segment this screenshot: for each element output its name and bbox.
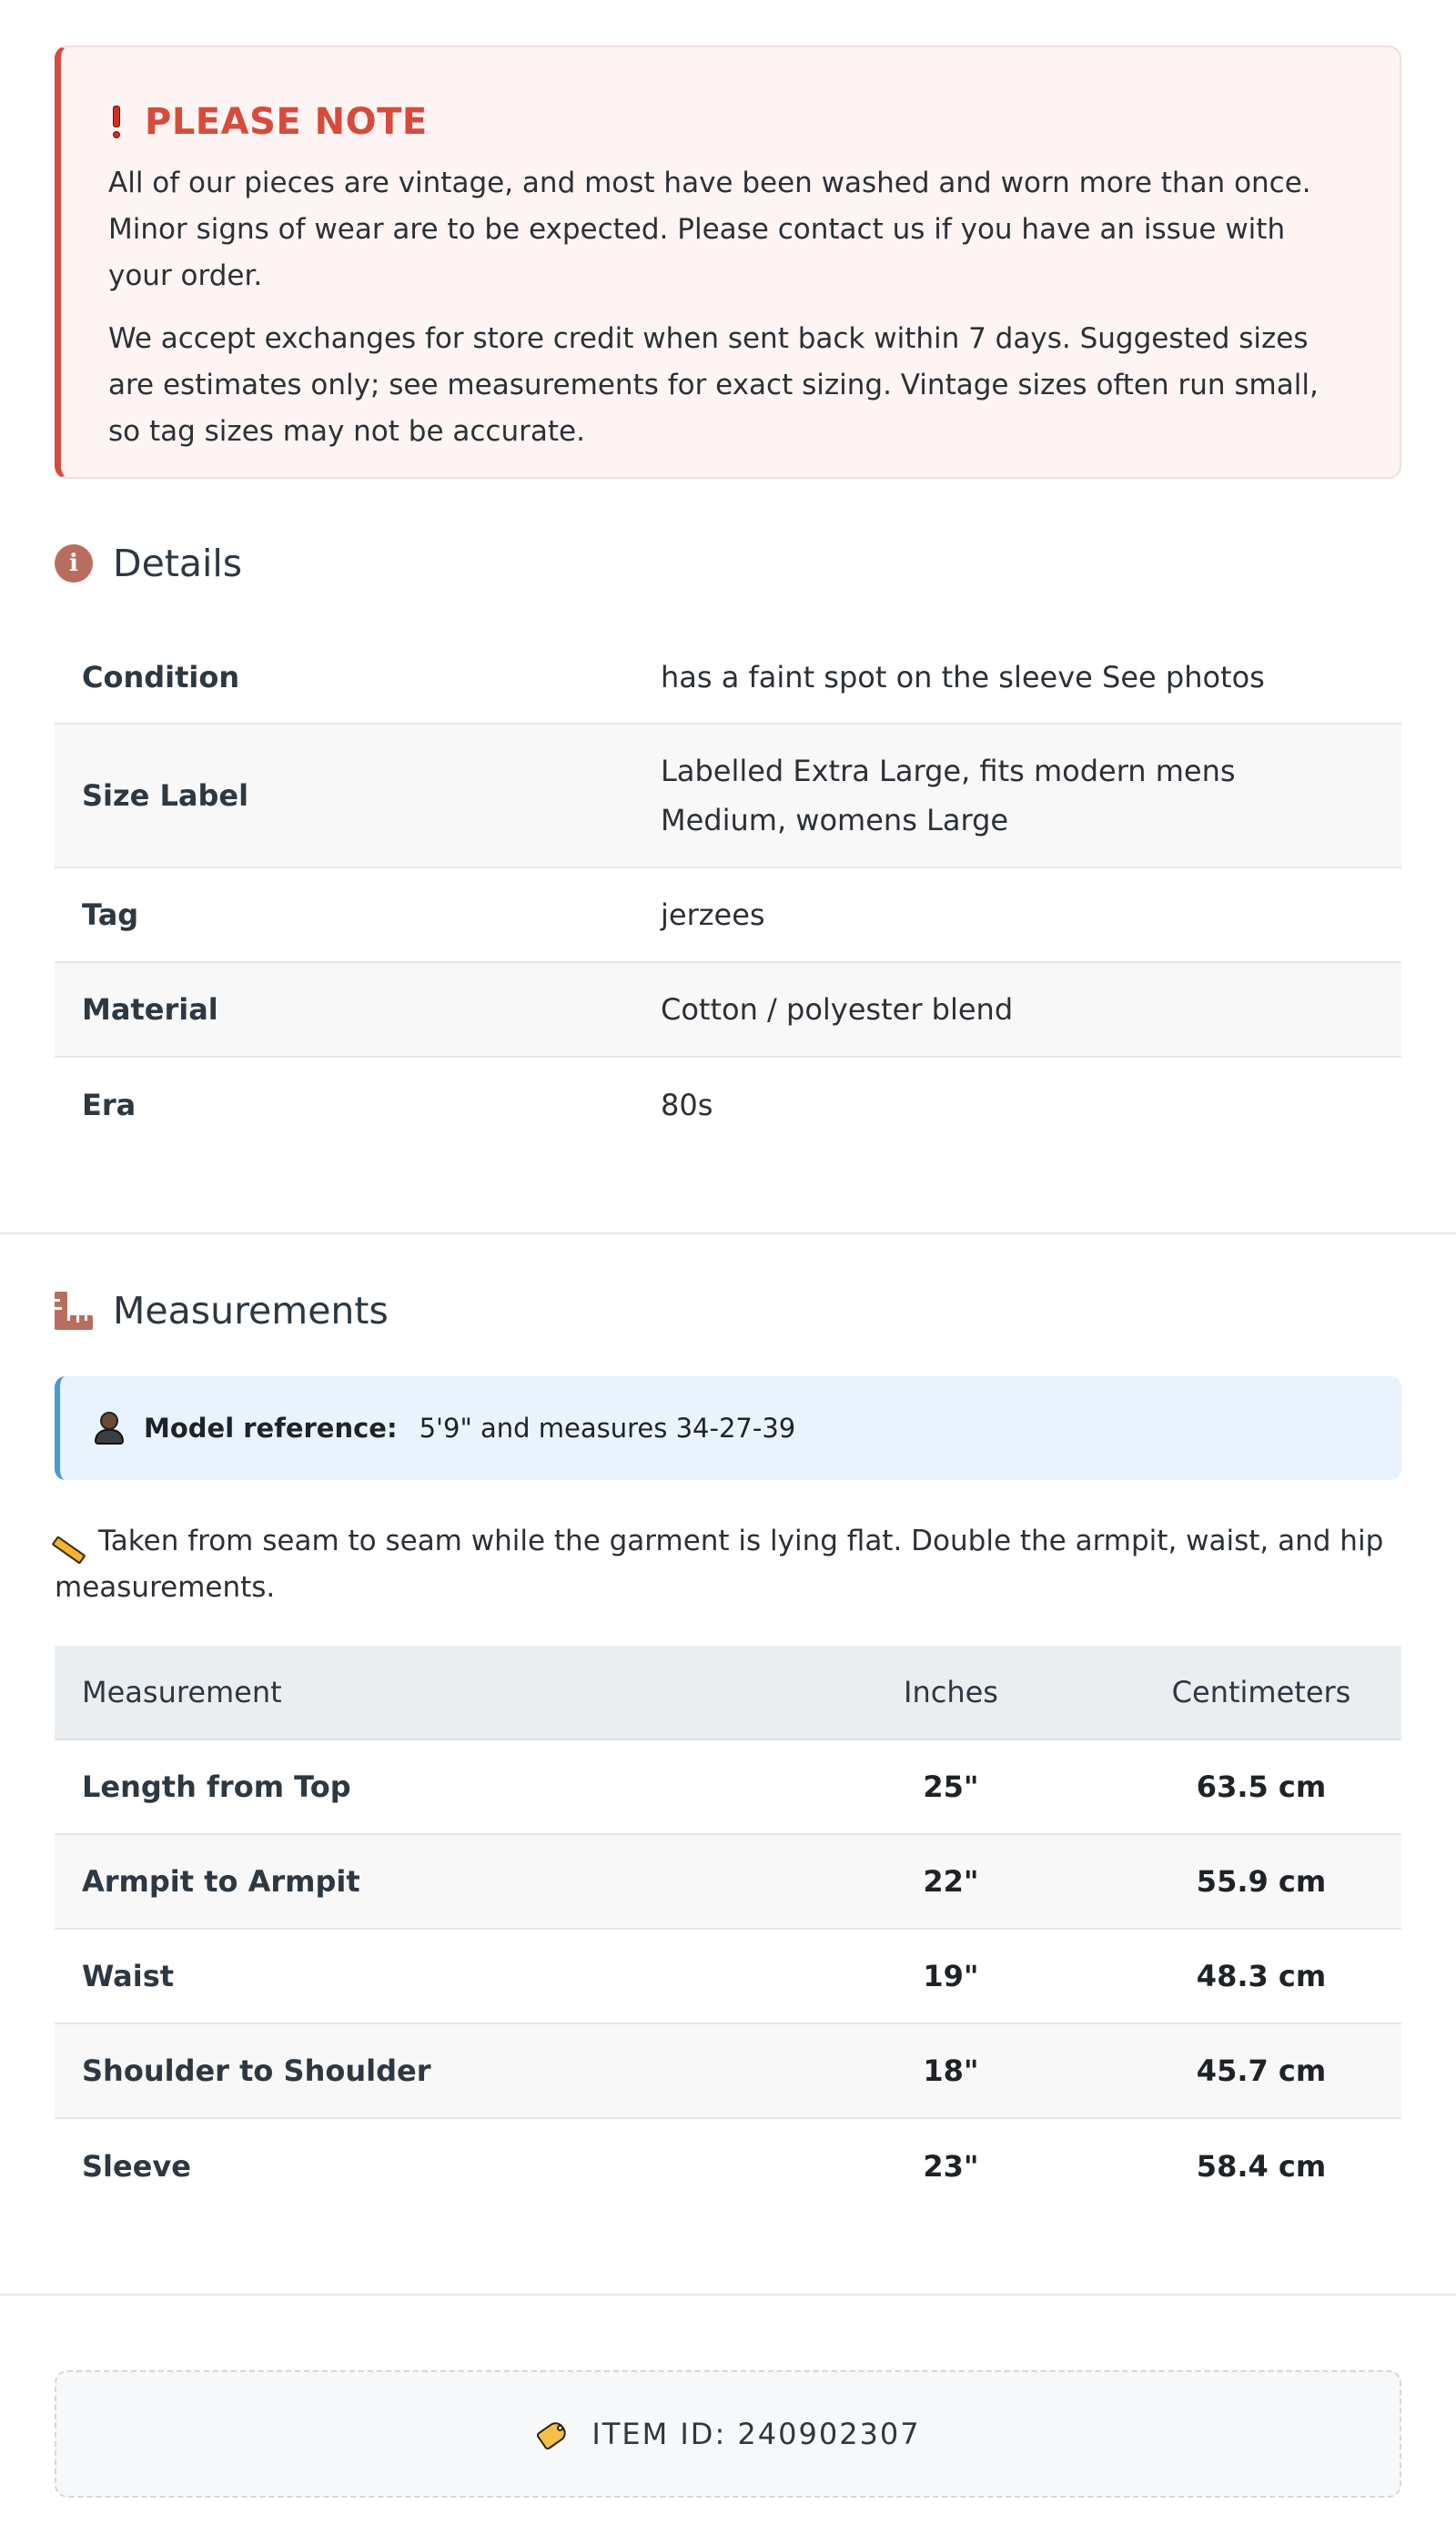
details-value: Cotton / polyester blend (661, 992, 1014, 1027)
notice-header (108, 100, 1352, 144)
column-header: Centimeters (1171, 1675, 1351, 1709)
measurement-name: Shoulder to Shoulder (82, 2053, 431, 2088)
details-label: Tag (82, 897, 139, 932)
measurement-note (55, 1518, 1401, 1611)
info-icon: i (55, 544, 93, 583)
details-row (55, 632, 1401, 725)
details-row (55, 868, 1401, 963)
notice-box (55, 46, 1401, 479)
table-row (55, 1740, 1401, 1835)
notice-paragraph: We accept exchanges for store credit when sent back within 7 days. Suggested sizes are estimates only; see measurements for exact sizing. Vintage sizes often run small, so tag sizes may not be accurate. (108, 322, 1319, 448)
details-row (55, 963, 1401, 1058)
column-header: Inches (904, 1675, 998, 1709)
details-label: Era (82, 1088, 136, 1122)
person-icon (93, 1412, 126, 1445)
exclamation-icon (108, 106, 125, 138)
measurement-cm: 45.7 cm (1196, 2053, 1327, 2088)
details-row (55, 1058, 1401, 1152)
details-row (55, 725, 1401, 868)
details-value: 80s (661, 1088, 713, 1122)
model-reference-label: Model reference: (144, 1413, 398, 1444)
table-row (55, 1930, 1401, 2024)
table-header (55, 1646, 1401, 1740)
measurement-cm: 55.9 cm (1196, 1864, 1327, 1899)
pencil-icon (55, 1531, 89, 1549)
measurement-inches: 23" (923, 2149, 979, 2184)
measurement-inches: 22" (923, 1864, 979, 1899)
measurement-cm: 63.5 cm (1196, 1769, 1327, 1804)
details-value: has a faint spot on the sleeve See photos (661, 660, 1265, 695)
details-heading (55, 542, 242, 585)
item-id-box (55, 2370, 1401, 2498)
details-label: Material (82, 992, 218, 1027)
details-label: Size Label (82, 778, 249, 813)
details-value: jerzees (661, 897, 765, 932)
measurement-inches: 18" (923, 2053, 979, 2088)
measurement-cm: 48.3 cm (1196, 1959, 1327, 1993)
column-header: Measurement (82, 1675, 282, 1709)
notice-title: PLEASE NOTE (145, 101, 428, 143)
measurements-title: Measurements (113, 1289, 389, 1333)
model-reference-box (55, 1376, 1401, 1480)
details-label: Condition (82, 660, 240, 695)
measurement-inches: 19" (923, 1959, 979, 1993)
measurement-name: Sleeve (82, 2149, 191, 2184)
measurement-note-text: Taken from seam to seam while the garment is lying flat. Double the armpit, waist, and hip measurements. (55, 1525, 1384, 1604)
table-row (55, 2024, 1401, 2119)
table-row (55, 1835, 1401, 1930)
measurements-heading (55, 1289, 389, 1333)
measurements-table (55, 1646, 1401, 2214)
item-id-text: ITEM ID: 240902307 (592, 2417, 921, 2451)
details-value: Labelled Extra Large, fits modern mens Medium, womens Large (661, 754, 1236, 837)
details-title: Details (113, 542, 243, 585)
measurement-cm: 58.4 cm (1196, 2149, 1327, 2184)
table-row (55, 2119, 1401, 2214)
tag-icon (535, 2418, 571, 2450)
section-divider (0, 1232, 1456, 1234)
details-table (55, 632, 1401, 1152)
model-reference-value: 5'9" and measures 34-27-39 (419, 1413, 796, 1444)
measurement-inches: 25" (923, 1769, 979, 1804)
ruler-icon (55, 1292, 93, 1330)
notice-paragraph: All of our pieces are vintage, and most have been washed and worn more than once. Minor signs of wear are to be expected. Please contact us if you have an issue with your order. (108, 167, 1311, 292)
section-divider (0, 2294, 1456, 2296)
measurement-name: Armpit to Armpit (82, 1864, 360, 1899)
measurement-name: Waist (82, 1959, 175, 1993)
measurement-name: Length from Top (82, 1769, 351, 1804)
